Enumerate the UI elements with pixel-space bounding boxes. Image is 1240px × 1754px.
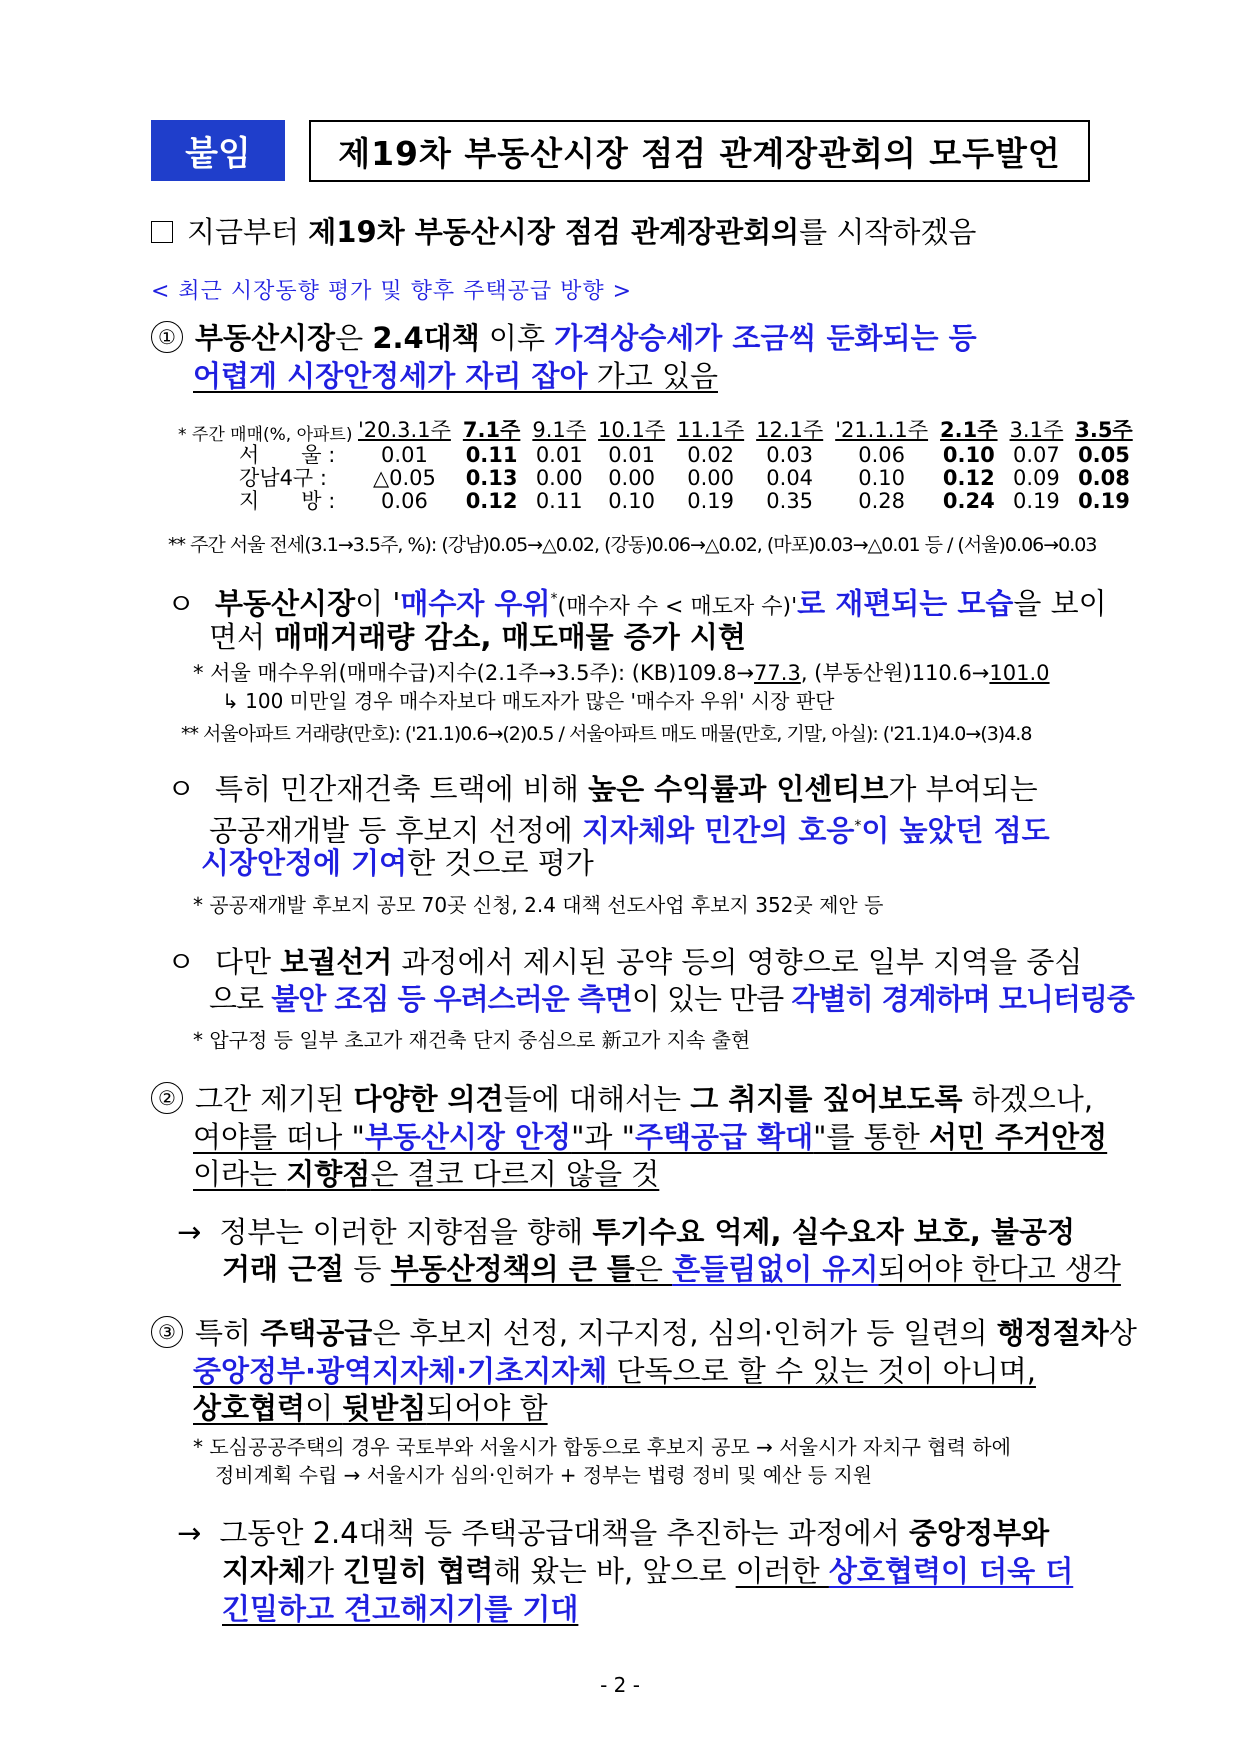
table-header-cell: 3.1주 <box>1009 418 1064 442</box>
table-cell: 0.19 <box>1013 489 1060 513</box>
section-1-line-2: 어렵게 시장안정세가 자리 잡아 가고 있음 <box>193 359 718 393</box>
table-cell: 0.12 <box>942 466 995 490</box>
table-header-cell: 11.1주 <box>677 418 745 442</box>
table-cell: 0.03 <box>766 443 814 467</box>
table-cell: 0.01 <box>381 443 428 467</box>
table-cell: 0.19 <box>687 489 734 513</box>
right-arrow-icon: → <box>177 1215 202 1249</box>
p3-line-2: 으로 불안 조짐 등 우려스러운 측면이 있는 만큼 각별히 경계하며 모니터링중 <box>209 982 1134 1016</box>
table-cell: 0.11 <box>465 443 518 467</box>
row-label: 서 울 : <box>239 443 336 467</box>
right-arrow-icon: → <box>177 1516 202 1550</box>
attachment-tag: 붙임 <box>151 120 285 181</box>
table-cell: 0.19 <box>1078 489 1130 513</box>
circled-number-2: ② <box>151 1082 183 1114</box>
section-3-line-2: 중앙정부·광역지자체·기초지자체 단독으로 할 수 있는 것이 아니며, <box>193 1354 1036 1388</box>
p2-line-2: 공공재개발 등 후보지 선정에 지자체와 민간의 호응*이 높았던 점도 <box>209 813 1050 848</box>
table-corner <box>235 416 352 444</box>
table-header-cell: 12.1주 <box>756 418 824 442</box>
circled-number-1: ① <box>151 321 183 353</box>
section-2-line-2: 여야를 떠나 "부동산시장 안정"과 "주택공급 확대"를 통한 서민 주거안정 <box>193 1120 1108 1154</box>
section-2-line-3: 이라는 지향점은 결코 다르지 않을 것 <box>193 1157 660 1191</box>
table-cell: 0.02 <box>687 443 734 467</box>
checkbox-square-icon <box>151 221 173 243</box>
p2-line-3: 시장안정에 기여한 것으로 평가 <box>201 846 594 880</box>
table-cell: 0.28 <box>858 489 905 513</box>
table-cell: 0.08 <box>1078 466 1130 490</box>
p1-note-2: ↳ 100 미만일 경우 매수자보다 매도자가 많은 '매수자 우위' 시장 판단 <box>222 689 835 713</box>
weekly-caption: * 주간 매매(%, 아파트) <box>178 425 353 445</box>
weekly-note: ** 주간 서울 전세(3.1→3.5주, %): (강남)0.05→△0.02, (강동)0.06→△0.02, (마포)0.03→△0.01 등 / (서울)0.06→0.03 <box>168 534 1097 556</box>
table-cell: △0.05 <box>372 466 436 490</box>
table-cell: 0.13 <box>465 466 518 490</box>
table-header-cell: 7.1주 <box>462 418 521 442</box>
p3-line-1: ㅇ 다만 보궐선거 과정에서 제시된 공약 등의 영향으로 일부 지역을 중심 <box>167 945 1083 979</box>
p2-line-1: ㅇ 특히 민간재건축 트랙에 비해 높은 수익률과 인센티브가 부여되는 <box>167 772 1038 806</box>
table-cell: 0.10 <box>858 466 905 490</box>
p1-note-1: * 서울 매수우위(매매수급)지수(2.1주→3.5주): (KB)109.8→77.3, (부동산원)110.6→101.0 <box>193 661 1050 685</box>
section-3-line-3: 상호협력이 뒷받침되어야 함 <box>193 1391 548 1425</box>
section-1-line-1: ① 부동산시장은 2.4대책 이후 가격상승세가 조금씩 둔화되는 등 <box>151 319 977 357</box>
table-header-cell: '21.1.1주 <box>835 418 929 442</box>
section-2-result-line-1: → 정부는 이러한 지향점을 향해 투기수요 억제, 실수요자 보호, 불공정 <box>177 1215 1075 1249</box>
section-3-result-line-2: 지자체가 긴밀히 협력해 왔는 바, 앞으로 이러한 상호협력이 더욱 더 <box>222 1554 1074 1588</box>
table-cell: 0.10 <box>608 489 655 513</box>
table-header-cell: 2.1주 <box>940 418 998 442</box>
table-cell: 0.01 <box>535 443 583 467</box>
p2-note-1: * 공공재개발 후보지 공모 70곳 신청, 2.4 대책 선도사업 후보지 352곳 제안 등 <box>193 893 884 917</box>
section-3-result-line-1: → 그동안 2.4대책 등 주택공급대책을 추진하는 과정에서 중앙정부와 <box>177 1516 1050 1550</box>
section-2-line-1: ② 그간 제기된 다양한 의견들에 대해서는 그 취지를 짚어보도록 하겠으나, <box>151 1080 1093 1118</box>
section-3-line-1: ③ 특히 주택공급은 후보지 선정, 지구지정, 심의·인허가 등 일련의 행정절차상 <box>151 1314 1137 1352</box>
page-number: - 2 - <box>600 1673 640 1697</box>
table-cell: 0.00 <box>535 466 583 490</box>
row-label: 지 방 : <box>239 489 336 513</box>
table-cell: 0.05 <box>1078 443 1130 467</box>
table-cell: 0.12 <box>465 489 518 513</box>
section-3-note-2: 정비계획 수립 → 서울시가 심의·인허가 + 정부는 법령 정비 및 예산 등 지원 <box>215 1463 873 1487</box>
table-cell: 0.00 <box>608 466 655 490</box>
weekly-price-table <box>235 416 1139 513</box>
document-title: 제19차 부동산시장 점검 관계장관회의 모두발언 <box>309 120 1090 182</box>
subheading: < 최근 시장동향 평가 및 향후 주택공급 방향 > <box>151 279 633 304</box>
table-cell: 0.00 <box>687 466 734 490</box>
table-cell: 0.01 <box>608 443 655 467</box>
section-2-result-line-2: 거래 근절 등 부동산정책의 큰 틀은 흔들림없이 유지되어야 한다고 생각 <box>222 1252 1121 1286</box>
table-cell: 0.35 <box>766 489 814 513</box>
table-cell: 0.06 <box>381 489 428 513</box>
table-cell: 0.11 <box>535 489 583 513</box>
table-cell: 0.24 <box>942 489 995 513</box>
p1-line-1: ㅇ 부동산시장이 '매수자 우위*(매수자 수 < 매도자 수)'로 재편되는 모습을 보이 <box>167 586 1107 621</box>
table-cell: 0.06 <box>858 443 905 467</box>
table-row <box>235 490 1139 513</box>
section-3-note-1: * 도심공공주택의 경우 국토부와 서울시가 합동으로 후보지 공모 → 서울시가 자치구 협력 하에 <box>193 1435 1011 1459</box>
p1-line-2: 면서 매매거래량 감소, 매도매물 증가 시현 <box>209 620 746 654</box>
circled-number-3: ③ <box>151 1316 183 1348</box>
table-cell: 0.07 <box>1013 443 1060 467</box>
table-header-cell: 3.5주 <box>1075 418 1133 442</box>
table-cell: 0.04 <box>766 466 814 490</box>
row-label: 강남4구 : <box>239 466 327 490</box>
table-header-cell: '20.3.1주 <box>358 418 451 442</box>
table-row <box>235 467 1139 490</box>
intro-line: 지금부터 제19차 부동산시장 점검 관계장관회의를 시작하겠음 <box>151 213 976 251</box>
table-row <box>235 444 1139 467</box>
table-header-cell: 9.1주 <box>532 418 587 442</box>
section-3-result-line-3: 긴밀하고 견고해지기를 기대 <box>222 1592 579 1626</box>
p1-note-3: ** 서울아파트 거래량(만호): ('21.1)0.6→(2)0.5 / 서울아파트 매도 매물(만호, 기말, 아실): ('21.1)4.0→(3)4.8 <box>181 723 1032 745</box>
table-cell: 0.10 <box>942 443 995 467</box>
table-cell: 0.09 <box>1013 466 1060 490</box>
p3-note-1: * 압구정 등 일부 초고가 재건축 단지 중심으로 新고가 지속 출현 <box>193 1028 751 1052</box>
table-header-cell: 10.1주 <box>598 418 666 442</box>
